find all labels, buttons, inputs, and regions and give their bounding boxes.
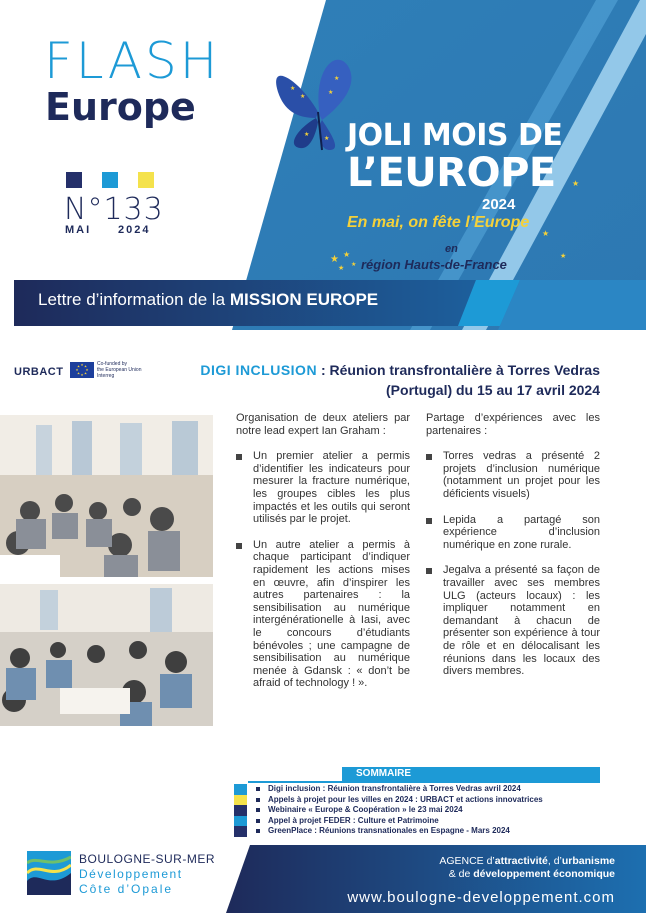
svg-text:★: ★ — [334, 75, 340, 82]
mission-banner — [38, 290, 378, 310]
agency-word-3: développement économique — [473, 868, 615, 880]
sommaire-item[interactable] — [234, 805, 543, 816]
sommaire-item-rest: : Culture et Patrimoine — [350, 815, 439, 825]
square-bullet-icon — [426, 454, 432, 460]
article-title-highlight: DIGI INCLUSION — [200, 362, 318, 378]
svg-text:★: ★ — [80, 363, 84, 367]
square-bullet-icon — [256, 798, 260, 802]
left-intro: Organisation de deux ateliers par notre lead expert Ian Graham : — [236, 412, 410, 437]
list-item-text: Jegalva a présenté sa façon de travailler avec ses membres ULG (acteurs locaux) : les impliquer notamment en demandant à chacun de présenter son expérience à tour de rôle et en délocalisant les réunions dans les locaux des divers membres. — [443, 564, 600, 678]
svg-text:★: ★ — [560, 252, 567, 260]
sommaire-swatch — [234, 826, 247, 837]
boulogne-logo-icon — [27, 851, 71, 895]
banner-prefix: Lettre d’information de la — [38, 290, 230, 309]
sommaire-item-title: Digi inclusion — [268, 784, 321, 793]
banner-emphasis: MISSION EUROPE — [229, 290, 379, 309]
article-column-left — [236, 412, 410, 703]
sommaire-heading: SOMMAIRE — [342, 767, 600, 781]
org-name-line1: BOULOGNE-SUR-MER — [79, 852, 216, 866]
svg-text:★: ★ — [80, 373, 84, 377]
square-bullet-icon — [426, 518, 432, 524]
svg-text:★: ★ — [290, 85, 296, 92]
agency-line2-prefix: & de — [448, 868, 474, 880]
agency-word-1: attractivité — [494, 855, 548, 867]
square-yellow — [138, 172, 154, 188]
list-item — [426, 564, 600, 677]
sommaire-item-rest: : Réunions transnationales en Espagne - Mars 2024 — [312, 826, 510, 836]
org-name-line3: Côte d’Opale — [79, 882, 174, 896]
sommaire-item-title: Webinaire « Europe & Coopération » le 23 mai 2024 — [268, 805, 463, 815]
list-item — [236, 539, 410, 690]
event-title-line1: JOLI MOIS DE — [347, 118, 563, 153]
event-title-line2: L’EUROPE — [347, 150, 556, 196]
svg-text:★: ★ — [75, 368, 79, 372]
org-name-line2: Développement — [79, 867, 183, 881]
list-item — [236, 450, 410, 526]
sommaire-item[interactable] — [234, 826, 543, 837]
header-hero — [0, 0, 646, 330]
eu-line3: Interreg — [97, 373, 115, 379]
svg-text:★: ★ — [343, 250, 351, 259]
event-region: région Hauts-de-France — [361, 257, 507, 272]
sommaire-item[interactable] — [234, 784, 543, 795]
eu-cofunded-text — [97, 361, 141, 379]
agency-sep: , d’ — [547, 855, 562, 867]
agency-word-2: urbanisme — [561, 855, 615, 867]
svg-text:★: ★ — [84, 364, 88, 369]
square-bullet-icon — [256, 787, 260, 791]
newsletter-title-flash: FLASH — [44, 32, 221, 90]
right-intro: Partage d’expériences avec les partenaires : — [426, 412, 600, 437]
list-item — [426, 514, 600, 552]
sommaire-item-rest: : Réunion transfrontalière à Torres Vedras avril 2024 — [320, 784, 521, 793]
svg-text:★: ★ — [330, 254, 339, 265]
square-navy — [66, 172, 82, 188]
article-title-rest: : Réunion transfrontalière à Torres Vedras (Portugal) du 15 au 17 avril 2024 — [317, 362, 600, 398]
sommaire-item[interactable] — [234, 795, 543, 806]
svg-text:★: ★ — [85, 368, 89, 372]
list-item — [426, 450, 600, 500]
square-bullet-icon — [236, 543, 242, 549]
sommaire-item[interactable] — [234, 816, 543, 827]
square-bullet-icon — [256, 808, 260, 812]
svg-text:★: ★ — [572, 179, 580, 188]
issue-year: 2024 — [118, 224, 151, 236]
svg-text:★: ★ — [328, 89, 334, 96]
svg-text:★: ★ — [77, 371, 81, 376]
event-tagline: En mai, on fête l’Europe — [347, 214, 530, 231]
square-bullet-icon — [236, 454, 242, 460]
sommaire-item-title: Appel à projet FEDER — [268, 815, 351, 825]
square-blue — [102, 172, 118, 188]
list-item-text: Lepida a partagé son expérience d’inclusion numérique en zone rurale. — [443, 513, 600, 551]
issue-month: MAI — [65, 224, 92, 236]
website-link[interactable]: www.boulogne-developpement.com — [347, 889, 615, 906]
sommaire-swatch — [234, 805, 247, 816]
event-en: en — [445, 243, 458, 255]
urbact-logo: URBACT — [14, 366, 64, 378]
svg-text:★: ★ — [304, 131, 310, 138]
square-bullet-icon — [256, 829, 260, 833]
sommaire-rule — [248, 781, 600, 783]
list-item-text: Torres vedras a présenté 2 projets d’inclusion numérique (notamment un projet pour les déficients visuels) — [443, 450, 600, 500]
svg-text:★: ★ — [351, 261, 357, 268]
issue-number: N°133 — [64, 192, 164, 227]
workshop-photo-2 — [0, 584, 213, 726]
sommaire-swatch — [234, 795, 247, 806]
sommaire-item-title: Appels à projet pour les villes en 2024 — [268, 794, 413, 804]
square-bullet-icon — [426, 568, 432, 574]
workshop-photo-1 — [0, 415, 213, 577]
svg-text:★: ★ — [77, 364, 81, 369]
sommaire-list — [234, 784, 543, 837]
svg-text:★: ★ — [338, 264, 345, 272]
sommaire-item-title: GreenPlace — [268, 826, 313, 836]
sommaire-swatch — [234, 784, 247, 795]
agency-tagline — [300, 855, 615, 881]
sommaire-swatch — [234, 816, 247, 827]
event-year: 2024 — [482, 196, 516, 213]
eu-line1: Co-funded by — [97, 361, 128, 367]
eu-flag-icon — [70, 362, 94, 378]
sommaire-item-rest: : URBACT et actions innovatrices — [412, 794, 543, 804]
svg-text:★: ★ — [84, 371, 88, 376]
article-title — [170, 360, 600, 400]
list-item-text: Un premier atelier a permis d’identifier les indicateurs pour mesurer la fracture numérique, les groupes cibles les plus impactés et les outils qui seront utilisés par le projet. — [253, 450, 410, 526]
newsletter-title-europe: Europe — [45, 85, 196, 129]
list-item-text: Un autre atelier a permis à chaque participant d’indiquer rapidement les actions mises en œuvre, afin d’inspirer les autres partenaires : la sensibilisation au numérique intergénérationelle à Iasi, avec le concours d’étudiants bénévoles ; une campagne de sensibilisation au numérique menée à Gdansk : « don’t be afraid of technology ! ». — [253, 538, 410, 690]
eu-line2: the European Union — [97, 367, 142, 373]
square-bullet-icon — [256, 819, 260, 823]
svg-text:★: ★ — [542, 229, 550, 238]
svg-text:★: ★ — [324, 135, 330, 142]
article-column-right — [426, 412, 600, 691]
svg-text:★: ★ — [300, 93, 306, 100]
agency-prefix: AGENCE d’ — [439, 855, 495, 867]
